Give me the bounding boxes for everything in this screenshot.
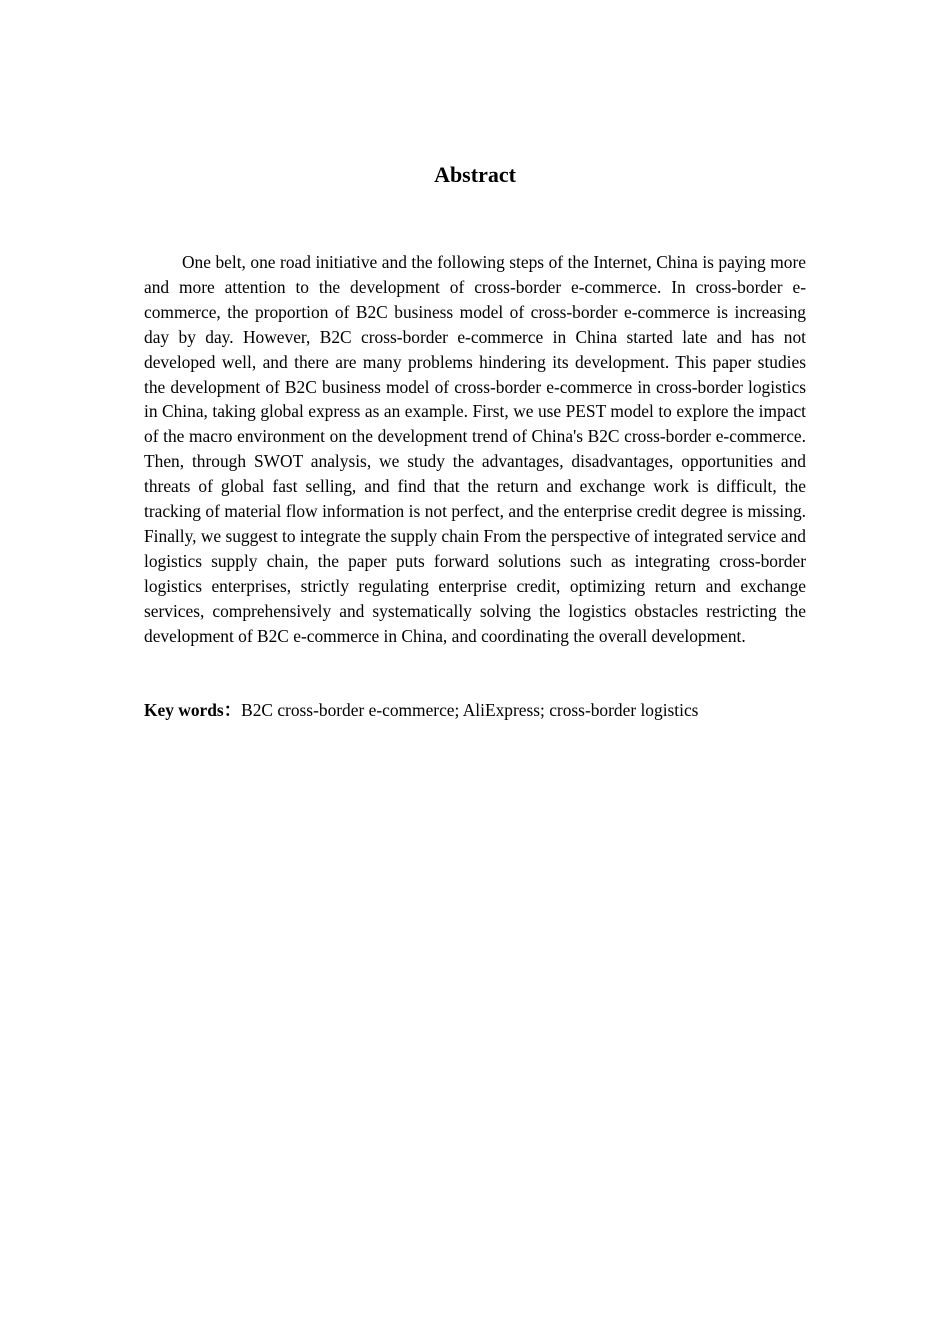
page-title: Abstract <box>434 162 516 187</box>
abstract-paragraph: One belt, one road initiative and the following steps of the Internet, China is paying more and more attention to the development of cross-border e-commerce. In cross-border e-commerce, the proportion of B2C business model of cross-border e-commerce is increasing day by day. However, B2C cross-border e-commerce in China started late and has not developed well, and there are many problems hindering its development. This paper studies the development of B2C business model of cross-border e-commerce in cross-border logistics in China, taking global express as an example. First, we use PEST model to explore the impact of the macro environment on the development trend of China's B2C cross-border e-commerce. Then, through SWOT analysis, we study the advantages, disadvantages, opportunities and threats of global fast selling, and find that the return and exchange work is difficult, the tracking of material flow information is not perfect, and the enterprise credit degree is missing. Finally, we suggest to integrate the supply chain From the perspective of integrated service and logistics supply chain, the paper puts forward solutions such as integrating cross-border logistics enterprises, strictly regulating enterprise credit, optimizing return and exchange services, comprehensively and systematically solving the logistics obstacles restricting the development of B2C e-commerce in China, and coordinating the overall development. <box>144 252 806 646</box>
keywords-line <box>144 698 806 723</box>
keywords-text: B2C cross-border e-commerce; AliExpress; cross-border logistics <box>241 700 699 720</box>
keywords-label: Key words： <box>144 700 242 720</box>
